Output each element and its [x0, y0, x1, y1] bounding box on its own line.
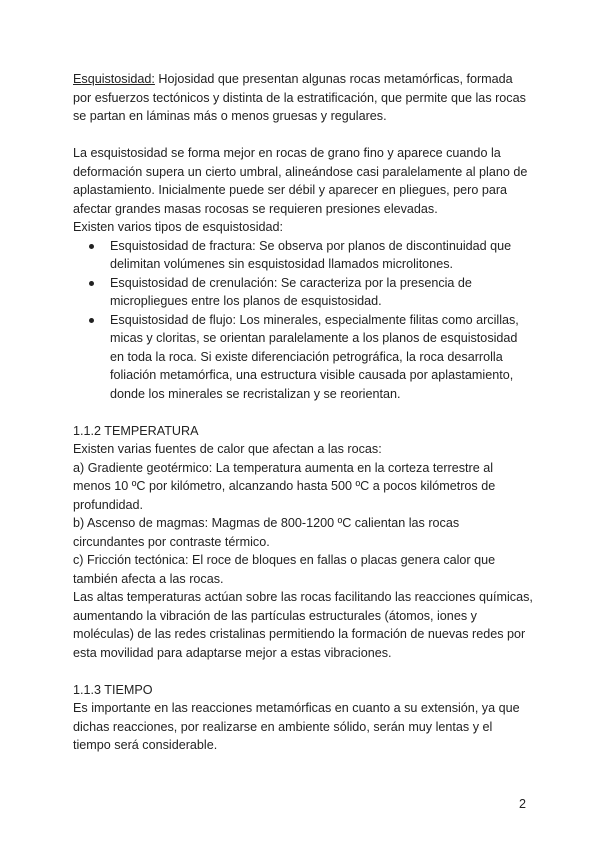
spacer	[73, 662, 533, 681]
temperatura-closing: Las altas temperaturas actúan sobre las rocas facilitando las reacciones químicas, aumentando la vibración de las partículas estructurales (átomos, iones y moléculas) de las redes cristalinas permitiendo la formación de nuevas redes por esta movilidad para adaptarse mejor a estas vibraciones.	[73, 590, 533, 660]
esquistosidad-types-list	[73, 237, 533, 404]
spacer	[73, 403, 533, 422]
bullet-icon	[89, 318, 94, 323]
esquistosidad-paragraph: La esquistosidad se forma mejor en rocas de grano fino y aparece cuando la deformación supera un cierto umbral, alineándose casi paralelamente al plano de aplastamiento. Inicialmente puede ser débil y aparecer en pliegues, pero para afectar grandes masas rocosas se requieren presiones elevadas.	[73, 146, 528, 216]
list-item	[73, 274, 533, 311]
bullet-icon	[89, 244, 94, 249]
list-item-text: Esquistosidad de fractura: Se observa por planos de discontinuidad que delimitan volúmenes sin esquistosidad llamados microlitones.	[110, 238, 512, 271]
definition-text: Hojosidad que presentan algunas rocas metamórficas, formada por esfuerzos tectónicos y distinta de la estratificación, que permite que las rocas se partan en láminas más o menos gruesas y regulares.	[73, 72, 526, 123]
definition-term: Esquistosidad:	[73, 72, 155, 86]
list-item	[73, 311, 533, 404]
temperatura-heading: 1.1.2 TEMPERATURA	[73, 423, 199, 438]
list-item-text: Esquistosidad de crenulación: Se caracteriza por la presencia de micropliegues entre los planos de esquistosidad.	[110, 275, 472, 308]
temperatura-source: c) Fricción tectónica: El roce de bloques en fallas o placas genera calor que también afecta a las rocas.	[73, 553, 496, 586]
tiempo-heading: 1.1.3 TIEMPO	[73, 682, 153, 697]
list-item	[73, 237, 533, 274]
temperatura-source: a) Gradiente geotérmico: La temperatura aumenta en la corteza terrestre al menos 10 ºC por kilómetro, alcanzando hasta 500 ºC a pocos kilómetros de profundidad.	[73, 460, 496, 512]
page-number: 2	[519, 797, 527, 811]
page-content	[73, 70, 533, 755]
tiempo-text: Es importante en las reacciones metamórficas en cuanto a su extensión, ya que dichas reacciones, por realizarse en ambiente sólido, serán muy lentas y el tiempo será considerable.	[73, 701, 520, 752]
definition-paragraph	[73, 70, 533, 126]
temperatura-intro: Existen varias fuentes de calor que afectan a las rocas:	[73, 442, 382, 456]
spacer	[73, 126, 533, 145]
temperatura-source: b) Ascenso de magmas: Magmas de 800-1200 ºC calientan las rocas circundantes por contraste térmico.	[73, 516, 460, 549]
bullet-icon	[89, 281, 94, 286]
esquistosidad-types-intro: Existen varios tipos de esquistosidad:	[73, 220, 284, 234]
list-item-text: Esquistosidad de flujo: Los minerales, especialmente filitas como arcillas, micas y cloritas, se orientan paralelamente a los planos de esquistosidad en toda la roca. Si existe diferenciación petrográfica, la roca desarrolla foliación metamórfica, una estructura visible causada por aplastamiento, donde los minerales se recristalizan y se reorientan.	[110, 312, 519, 401]
